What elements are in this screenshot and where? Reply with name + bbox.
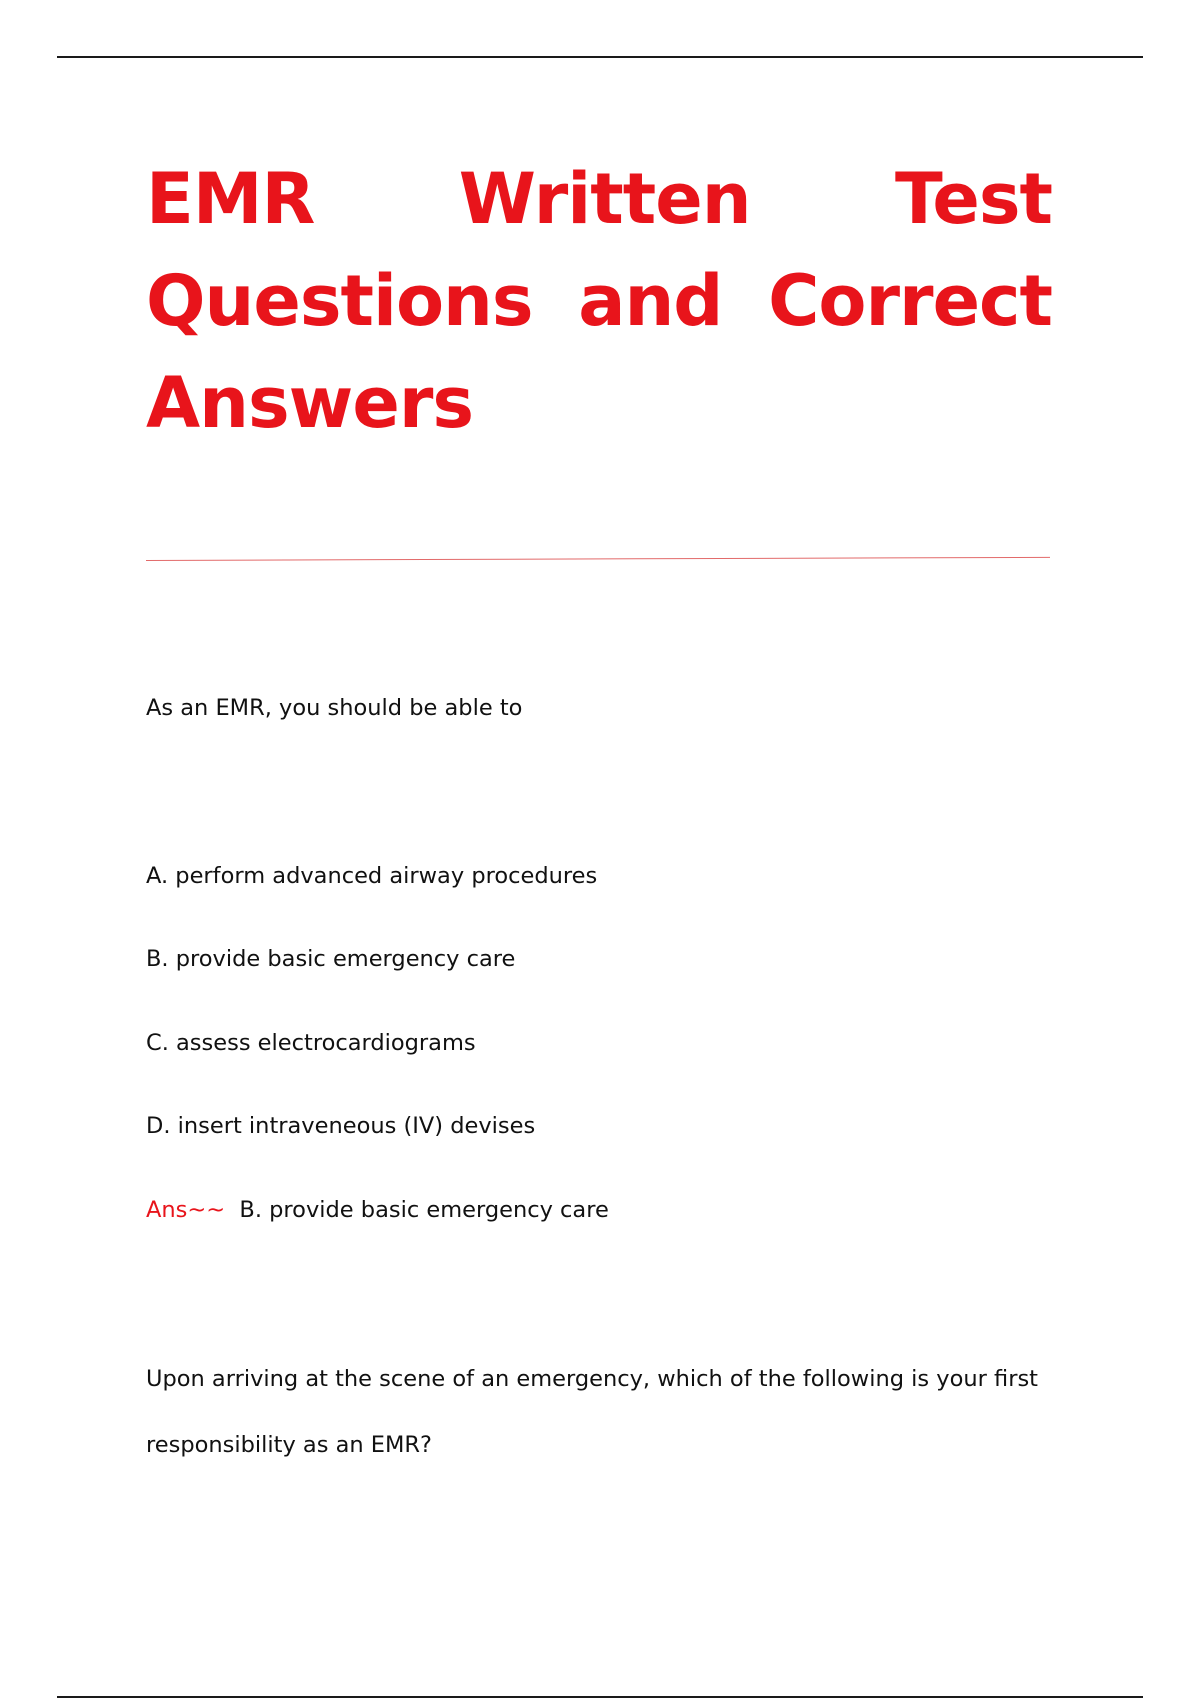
title-word: and xyxy=(578,260,723,342)
question-1-option-c: C. assess electrocardiograms xyxy=(146,1030,476,1056)
question-1-option-d: D. insert intraveneous (IV) devises xyxy=(146,1113,536,1139)
page-footer-rule xyxy=(57,1696,1143,1698)
question-1-prompt: As an EMR, you should be able to xyxy=(146,695,523,721)
title-line-1 xyxy=(146,148,1052,250)
question-1-option-b: B. provide basic emergency care xyxy=(146,946,516,972)
question-2-prompt-line-1: Upon arriving at the scene of an emergency, which of the following is your first xyxy=(146,1366,1038,1392)
answer-label: Ans~~ xyxy=(146,1197,226,1223)
document-title xyxy=(146,148,1052,454)
title-word: EMR xyxy=(146,158,315,240)
title-word: Written xyxy=(458,158,751,240)
page-header-rule xyxy=(57,56,1143,58)
title-word: Test xyxy=(894,158,1052,240)
title-word: Correct xyxy=(768,260,1052,342)
title-word: Questions xyxy=(146,260,533,342)
question-2-prompt-line-2: responsibility as an EMR? xyxy=(146,1432,432,1458)
question-1-answer xyxy=(146,1195,609,1225)
title-word: Answers xyxy=(146,362,474,444)
title-divider xyxy=(146,557,1050,561)
question-1-option-a: A. perform advanced airway procedures xyxy=(146,863,598,889)
title-line-3 xyxy=(146,352,1052,454)
title-line-2 xyxy=(146,250,1052,352)
answer-text: B. provide basic emergency care xyxy=(239,1197,609,1223)
